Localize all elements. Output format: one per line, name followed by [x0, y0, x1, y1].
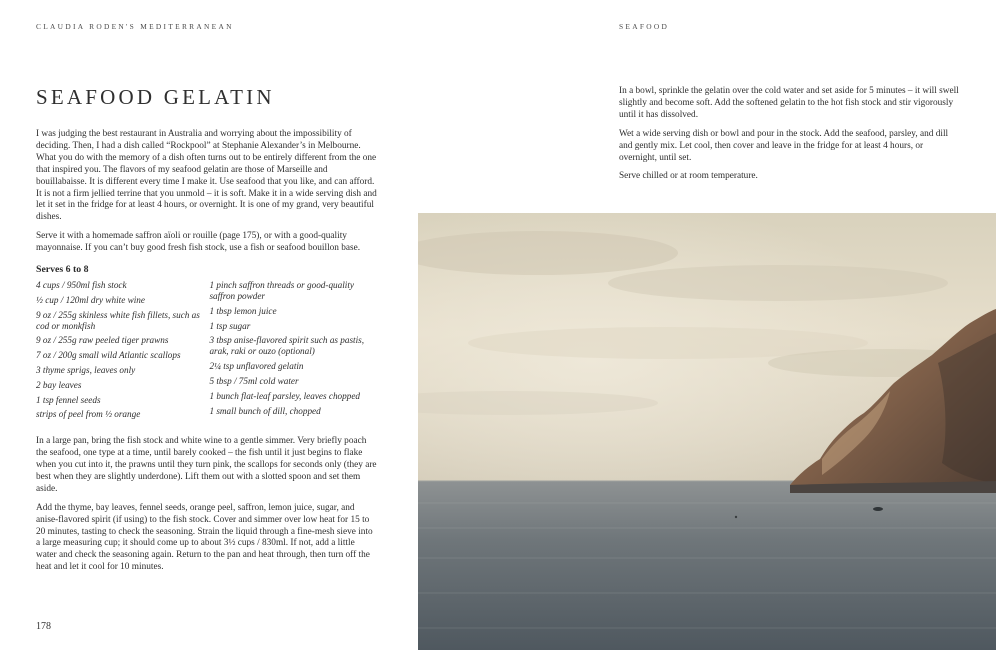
ingredient-item: strips of peel from ½ orange [36, 409, 141, 420]
seascape-illustration [418, 213, 996, 650]
ingredient-item: 9 oz / 255g raw peeled tiger prawns [36, 335, 169, 346]
ingredient-item: 3 tbsp anise-flavored spirit such as pastis, arak, raki or ouzo (optional) [209, 335, 365, 357]
intro-paragraph: I was judging the best restaurant in Australia and worrying about the impossibility of deciding. Then, I had a dish called “Rockpool” at Stephanie Alexander’s in Melbourne. What you do with the memory of a dish often turns out to be entirely different from the one that inspired you. The flavors of my seafood gelatin are those of Marseille and bouillabaisse. It is different every time I make it. Use seafood that you like, and can afford. It is not a firm jellied terrine that you unmold – it is soft. Make it in a wide serving dish and let it set in the fridge for at least 4 hours, or overnight. It is one of my grand, very beautiful dishes. [36, 129, 377, 223]
sea [418, 481, 996, 650]
running-head-left: CLAUDIA RODEN'S MEDITERRANEAN [36, 22, 234, 31]
buoy [735, 516, 737, 518]
serves-heading: Serves 6 to 8 [36, 264, 89, 276]
ingredient-column-right [209, 280, 377, 424]
method-step-gelatin: In a bowl, sprinkle the gelatin over the cold water and set aside for 5 minutes – it will swell slightly and become soft. Add the softened gelatin to the hot fish stock and stir vigorously until it has dissolved. [619, 86, 959, 120]
ingredient-item: 4 cups / 950ml fish stock [36, 280, 127, 291]
ingredient-item: ½ cup / 120ml dry white wine [36, 294, 145, 305]
ingredient-item: 3 thyme sprigs, leaves only [36, 365, 136, 376]
boat [873, 507, 883, 511]
method-step-serve: Serve chilled or at room temperature. [619, 171, 758, 182]
right-column [619, 86, 961, 190]
ingredient-column-left [36, 280, 209, 424]
left-column [36, 129, 377, 581]
ingredient-item: 1 tbsp lemon juice [209, 305, 277, 316]
method-step-simmer: Add the thyme, bay leaves, fennel seeds, orange peel, saffron, lemon juice, sugar, and anise-flavored spirit (if using) to the fish stock. Cover and simmer over low heat for 15 to 20 minutes, tasting to check the seasoning. Strain the liquid through a fine-mesh sieve into a large measuring cup; it should come up to about 3½ cups / 830ml. If not, add a little water and check the seasoning again. Return to the pan and heat through, then turn off the heat and let it cool for 10 minutes. [36, 502, 373, 573]
recipe-title: SEAFOOD GELATIN [36, 85, 275, 109]
ingredient-item: 1 tsp sugar [209, 320, 251, 331]
ingredient-item: 9 oz / 255g skinless white fish fillets, such as cod or monkfish [36, 309, 200, 331]
serving-note-paragraph: Serve it with a homemade saffron aïoli or rouille (page 175), or with a good-quality mayonnaise. If you can’t buy good fresh fish stock, use a fish or seafood bouillon base. [36, 231, 361, 254]
ingredient-item: 2 bay leaves [36, 379, 82, 390]
ingredient-item: 1 pinch saffron threads or good-quality saffron powder [209, 280, 354, 302]
ingredient-item: 2¼ tsp unflavored gelatin [209, 361, 304, 372]
ingredient-item: 1 tsp fennel seeds [36, 394, 101, 405]
seascape-photo [418, 213, 996, 650]
running-head-right: SEAFOOD [619, 22, 670, 31]
ingredient-item: 7 oz / 200g small wild Atlantic scallops [36, 350, 181, 361]
page-number: 178 [36, 621, 51, 632]
cloud [608, 265, 948, 301]
ingredient-item: 5 tbsp / 75ml cold water [209, 376, 299, 387]
ingredient-item: 1 bunch flat-leaf parsley, leaves chopped [209, 390, 360, 401]
ingredient-item: 1 small bunch of dill, chopped [209, 405, 321, 416]
method-step-poach: In a large pan, bring the fish stock and white wine to a gentle simmer. Very briefly poach the seafood, one type at a time, until barely cooked – the fish until it just begins to flake when you cut into it, the prawns until they turn pink, the scallops for seconds only (they are best when they are slightly underdone). Lift them out with a slotted spoon and set them aside. [36, 436, 377, 494]
ingredient-list [36, 280, 377, 424]
method-step-set: Wet a wide serving dish or bowl and pour in the stock. Add the seafood, parsley, and dill and gently mix. Let cool, then cover and leave in the fridge for at least 4 hours, or overnight, until set. [619, 128, 949, 163]
